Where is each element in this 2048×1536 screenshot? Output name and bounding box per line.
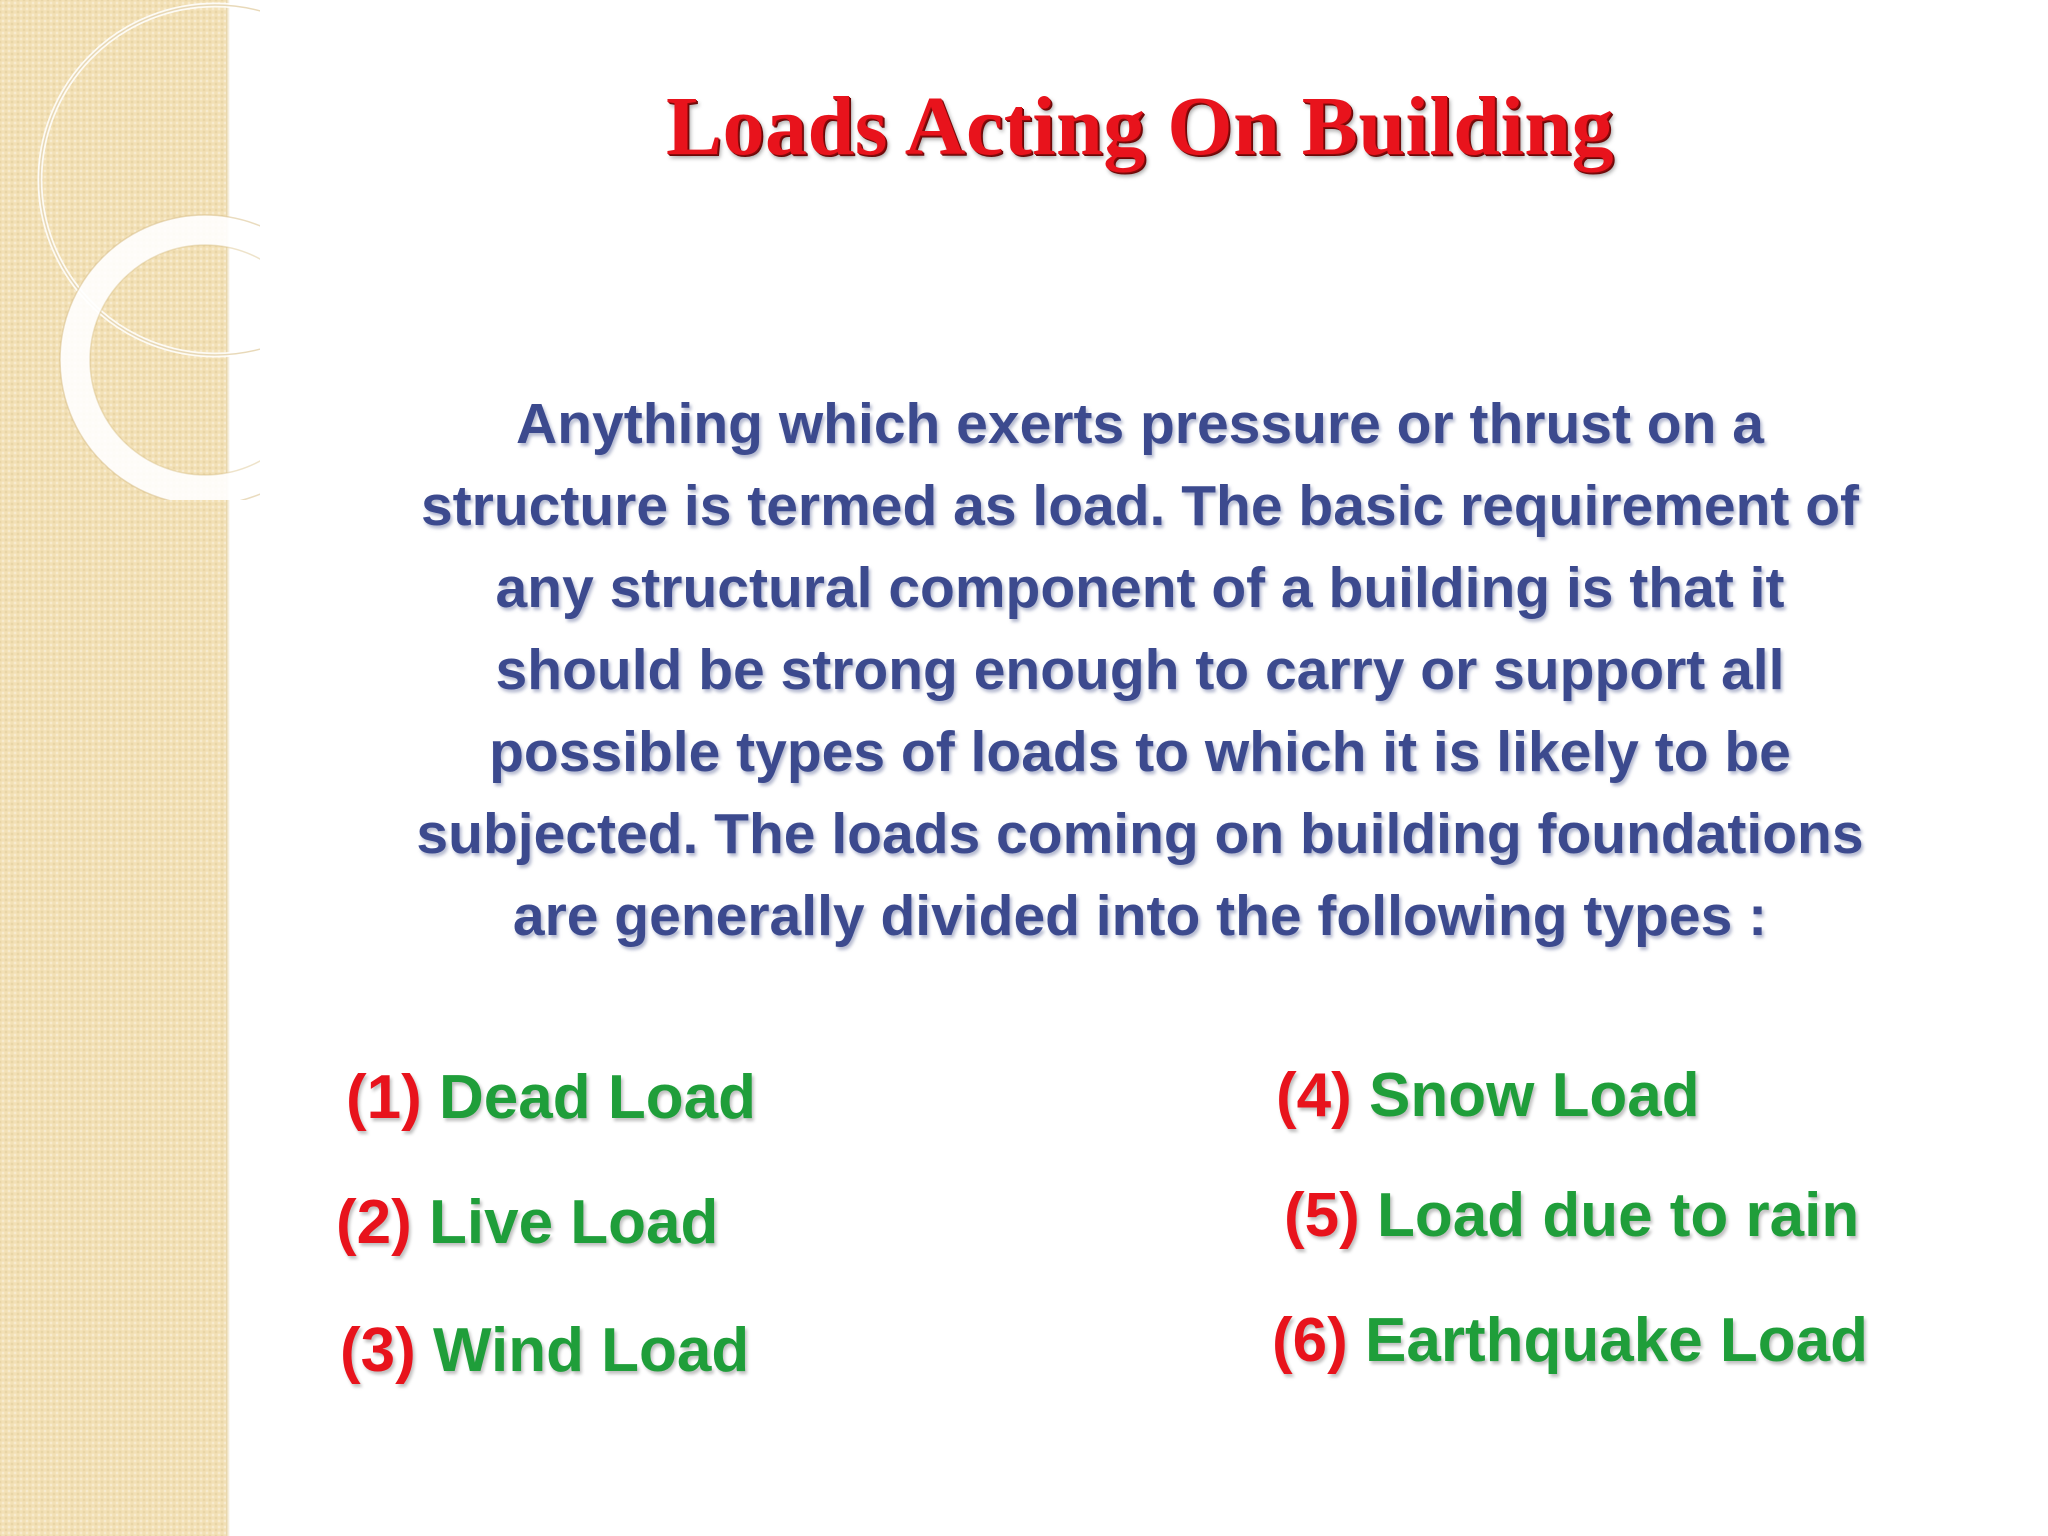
load-name: Snow Load (1369, 1061, 1700, 1130)
load-item-live (336, 1187, 718, 1258)
definition-line: any structural component of a building is that it (495, 556, 1785, 620)
load-name: Wind Load (433, 1316, 750, 1385)
load-name: Load due to rain (1377, 1181, 1860, 1250)
load-item-earthquake (1272, 1305, 1868, 1376)
thick-ring (75, 230, 260, 490)
load-item-snow (1276, 1060, 1700, 1131)
load-name: Dead Load (439, 1063, 756, 1132)
load-number: (1) (346, 1063, 422, 1132)
load-number: (6) (1272, 1306, 1348, 1375)
definition-line: should be strong enough to carry or support all (495, 638, 1785, 702)
load-number: (4) (1276, 1061, 1352, 1130)
load-number: (5) (1284, 1181, 1360, 1250)
definition-line: are generally divided into the following types : (512, 884, 1768, 948)
definition-line: structure is termed as load. The basic requirement of (420, 474, 1860, 538)
slide-title: Loads Acting On Building (665, 80, 1615, 173)
definition-line: possible types of loads to which it is likely to be (489, 720, 1791, 784)
load-number: (3) (340, 1316, 416, 1385)
decorative-rings (0, 0, 260, 500)
load-name: Earthquake Load (1365, 1306, 1869, 1375)
definition-paragraph (260, 383, 2020, 957)
load-item-rain (1284, 1180, 1859, 1251)
definition-line: Anything which exerts pressure or thrust on a (516, 392, 1764, 456)
load-number: (2) (336, 1188, 412, 1257)
load-item-wind (340, 1315, 749, 1386)
load-name: Live Load (429, 1188, 719, 1257)
definition-line: subjected. The loads coming on building foundations (416, 802, 1864, 866)
load-item-dead (346, 1062, 756, 1133)
